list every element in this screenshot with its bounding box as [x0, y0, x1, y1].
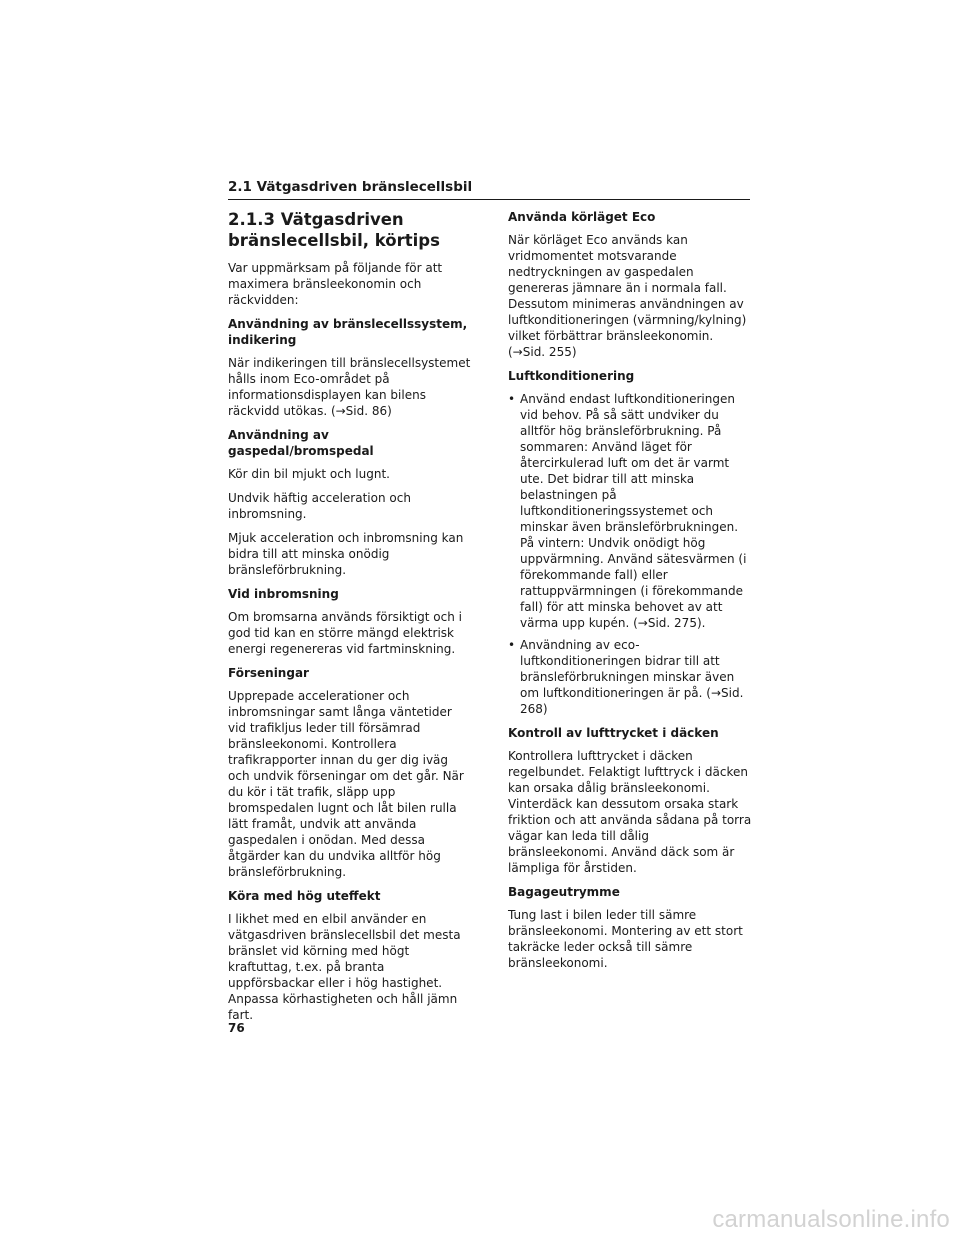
- list-item-text: Användning av eco-luftkonditioneringen bidrar till att bränsleförbrukningen minskar även om luftkonditioneringen är på. (→Sid. 268): [520, 638, 744, 716]
- right-column: [508, 209, 752, 979]
- paragraph: Om bromsarna används försiktigt och i god tid kan en större mängd elektrisk energi regenereras vid fartminskning.: [228, 610, 462, 656]
- paragraph: När indikeringen till bränslecellsystemet hålls inom Eco-området på informationsdisplayen kan bilens räckvidd utökas. (→Sid. 86): [228, 356, 471, 418]
- left-column: [228, 209, 472, 1031]
- paragraph: Undvik häftig acceleration och inbromsning.: [228, 491, 411, 521]
- heading-luggage: Bagageutrymme: [508, 885, 620, 899]
- heading-tire-pressure: Kontroll av lufttrycket i däcken: [508, 726, 719, 740]
- paragraph: Kontrollera lufttrycket i däcken regelbundet. Felaktigt lufttryck i däcken kan orsaka dålig bränsleekonomi. Vinterdäck kan dessutom orsaka stark friktion och att använda sådana på torra vägar kan leda till dålig bränsleekonomi. Använd däck som är lämpliga för årstiden.: [508, 749, 752, 875]
- page-number: 76: [228, 1021, 245, 1035]
- page-header: [228, 178, 750, 200]
- intro-paragraph: Var uppmärksam på följande för att maximera bränsleekonomin och räckvidden:: [228, 261, 443, 307]
- bullet-icon: •: [508, 638, 516, 652]
- chapter-title: 2.1.3 Vätgasdriven bränslecellsbil, körtips: [228, 210, 440, 250]
- paragraph: I likhet med en elbil använder en vätgasdriven bränslecellsbil det mesta bränslet vid körning med högt kraftuttag, t.ex. på branta uppförsbackar eller i hög hastighet. Anpassa körhastigheten och håll jämn fart.: [228, 912, 461, 1022]
- heading-air-conditioning: Luftkonditionering: [508, 369, 635, 383]
- heading-braking: Vid inbromsning: [228, 587, 339, 601]
- list-item-text: Använd endast luftkonditioneringen vid behov. På så sätt undviker du alltför hög bränsleförbrukning. På sommaren: Använd läget för återcirkulerad luft om det är varmt ute. Det bidrar till att minska belastningen på luftkonditioneringssystemet och minskar även bränsleförbrukningen. På vintern: Undvik onödigt hög uppvärmning. Använd sätesvärmen (i förekommande fall) eller rattuppvärmningen (i förekommande fall) för att minska behovet av att värma upp kupén. (→Sid. 275).: [520, 392, 747, 630]
- list-item: [508, 637, 752, 717]
- heading-high-output: Köra med hög uteffekt: [228, 889, 381, 903]
- watermark: carmanualsonline.info: [712, 1206, 950, 1233]
- paragraph: När körläget Eco används kan vridmomentet motsvarande nedtryckningen av gaspedalen genereras jämnare än i normala fall. Dessutom minimeras användningen av luftkonditioneringen (värmning/kylning) vilket förbättrar bränsleekonomin. (→Sid. 255): [508, 233, 747, 359]
- list-item: [508, 391, 752, 631]
- bullet-icon: •: [508, 392, 516, 406]
- bullet-list: [508, 391, 752, 717]
- heading-delays: Förseningar: [228, 666, 309, 680]
- paragraph: Mjuk acceleration och inbromsning kan bidra till att minska onödig bränsleförbrukning.: [228, 531, 464, 577]
- heading-eco-mode: Använda körläget Eco: [508, 210, 656, 224]
- paragraph: Tung last i bilen leder till sämre bränsleekonomi. Montering av ett stort takräcke leder också till sämre bränsleekonomi.: [508, 908, 743, 970]
- paragraph: Upprepade accelerationer och inbromsningar samt långa väntetider vid trafikljus leder till försämrad bränsleekonomi. Kontrollera trafikrapporter innan du ger dig iväg och undvik förseningar om det går. När du kör i tät trafik, släpp upp bromspedalen lugnt och låt bilen rulla lätt framåt, undvik att använda gaspedalen i onödan. Med dessa åtgärder kan du undvika alltför hög bränsleförbrukning.: [228, 689, 464, 879]
- heading-pedal-usage: Användning av gaspedal/bromspedal: [228, 428, 374, 458]
- paragraph: Kör din bil mjukt och lugnt.: [228, 467, 390, 481]
- heading-fuel-cell-indicator: Användning av bränslecellssystem, indikering: [228, 317, 468, 347]
- section-title: 2.1 Vätgasdriven bränslecellsbil: [228, 179, 473, 195]
